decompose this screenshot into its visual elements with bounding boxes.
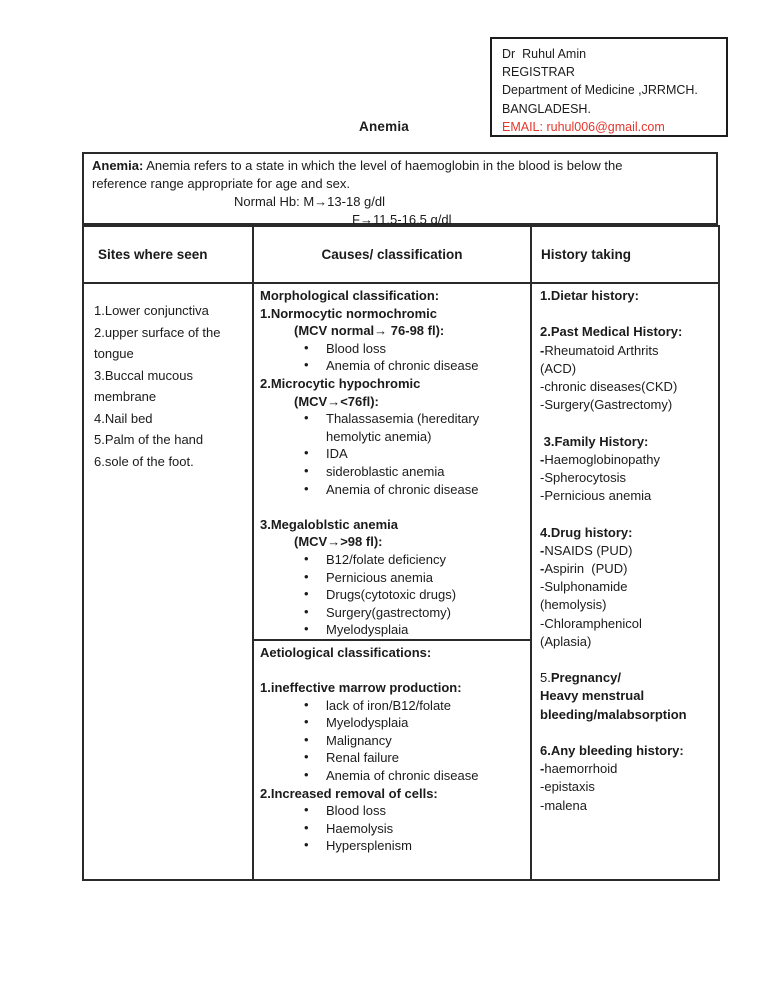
history-line xyxy=(540,469,714,487)
dash-prefix: - xyxy=(540,761,545,777)
dash-text: Aspirin (PUD) xyxy=(544,561,628,577)
history-line xyxy=(540,505,714,523)
causes-line xyxy=(260,767,524,785)
causes-line xyxy=(260,569,524,587)
causes-line xyxy=(260,732,524,750)
site-item: 5.Palm of the hand xyxy=(94,432,204,447)
definition-normal-hb-male: Normal Hb: M→13-18 g/dl xyxy=(234,194,385,209)
history-line xyxy=(540,451,714,469)
anemia-table xyxy=(82,225,720,881)
table-header-row xyxy=(83,226,719,283)
dash-prefix: - xyxy=(540,542,545,558)
col-header-sites: Sites where seen xyxy=(83,226,253,283)
bullet-icon: • xyxy=(304,568,309,584)
table-body-row-1 xyxy=(83,283,719,640)
bullet-icon: • xyxy=(304,696,309,712)
bullet-text: Pernicious anemia xyxy=(326,569,433,585)
dash-prefix: - xyxy=(540,797,545,813)
history-line xyxy=(540,651,714,669)
history-line: bleeding/malabsorption xyxy=(540,706,687,722)
causes-line: 1.ineffective marrow production: xyxy=(260,680,462,696)
causes-line xyxy=(260,410,524,445)
definition-normal-hb-female: F→11.5-16.5 g/dl xyxy=(352,212,452,227)
causes-morphological-cell xyxy=(253,283,531,640)
dash-prefix: - xyxy=(540,451,545,467)
bullet-icon: • xyxy=(304,731,309,747)
history-line xyxy=(540,342,714,360)
history-line xyxy=(540,542,714,560)
bullet-icon: • xyxy=(304,603,309,619)
bullet-text: Myelodysplaia xyxy=(326,622,409,638)
history-line: 1.Dietar history: xyxy=(540,288,639,303)
causes-line xyxy=(260,340,524,358)
dash-text: Surgery(Gastrectomy) xyxy=(544,397,673,413)
history-line: 4.Drug history: xyxy=(540,524,633,540)
causes-line xyxy=(260,551,524,569)
bullet-icon: • xyxy=(304,357,309,373)
bullet-icon: • xyxy=(304,586,309,602)
causes-line: (MCV normal→ 76-98 fl): xyxy=(294,323,445,339)
dash-text: epistaxis xyxy=(544,779,595,795)
history-line xyxy=(540,305,714,323)
history-line: (ACD) xyxy=(540,360,577,376)
bullet-text: Myelodysplaia xyxy=(326,715,409,731)
dash-text: Haemoglobinopathy xyxy=(544,451,660,467)
dash-text: Spherocytosis xyxy=(544,470,626,486)
history-line: 3.Family History: xyxy=(540,433,649,449)
bullet-text: Anemia of chronic disease xyxy=(326,358,479,374)
history-line: 2.Past Medical History: xyxy=(540,324,683,340)
bullet-icon: • xyxy=(304,621,309,637)
dash-prefix: - xyxy=(540,397,545,413)
causes-line xyxy=(260,697,524,715)
bullet-text: Thalassasemia (hereditary hemolytic anemia) xyxy=(326,411,483,444)
causes-line xyxy=(260,604,524,622)
definition-lead: Anemia: xyxy=(92,158,144,173)
causes-line xyxy=(260,621,524,639)
history-line xyxy=(540,578,714,596)
site-item: 6.sole of the foot. xyxy=(94,453,194,469)
causes-line xyxy=(260,357,524,375)
history-line xyxy=(540,797,714,815)
causes-line xyxy=(260,802,524,820)
history-line xyxy=(540,487,714,505)
history-line xyxy=(540,396,714,414)
bullet-icon: • xyxy=(304,767,309,783)
definition-line-1 xyxy=(92,157,708,175)
sites-cell xyxy=(83,283,253,880)
causes-line: 2.Increased removal of cells: xyxy=(260,785,438,801)
causes-line xyxy=(260,837,524,855)
contact-line: BANGLADESH. xyxy=(502,101,591,116)
bullet-icon: • xyxy=(304,714,309,730)
dash-text: haemorrhoid xyxy=(544,761,618,777)
bullet-text: lack of iron/B12/folate xyxy=(326,697,452,713)
bullet-text: Surgery(gastrectomy) xyxy=(326,604,451,620)
contact-line: EMAIL: ruhul006@gmail.com xyxy=(502,119,665,134)
contact-line: REGISTRAR xyxy=(502,65,575,80)
history-line xyxy=(540,615,714,633)
causes-line: Aetiological classifications: xyxy=(260,644,432,660)
bullet-text: Anemia of chronic disease xyxy=(326,768,479,784)
definition-box xyxy=(82,152,718,225)
definition-line-1-rest: Anemia refers to a state in which the level of haemoglobin in the blood is below the xyxy=(143,158,623,173)
causes-line xyxy=(260,661,524,679)
history-cell xyxy=(531,283,719,880)
bullet-text: Hypersplenism xyxy=(326,838,412,854)
bullet-icon: • xyxy=(304,749,309,765)
causes-line xyxy=(260,714,524,732)
page-title: Anemia xyxy=(359,119,409,134)
bullet-text: Blood loss xyxy=(326,340,386,356)
history-line: 6.Any bleeding history: xyxy=(540,743,684,759)
history-line xyxy=(540,778,714,796)
dash-text: Chloramphenicol xyxy=(544,615,642,631)
dash-text: NSAIDS (PUD) xyxy=(544,542,633,558)
causes-line: (MCV→>98 fl): xyxy=(294,534,383,550)
line-prefix: 5. xyxy=(540,670,551,686)
dash-prefix: - xyxy=(540,615,545,631)
bullet-icon: • xyxy=(304,550,309,566)
dash-prefix: - xyxy=(540,561,545,577)
causes-aetiological-cell xyxy=(253,640,531,880)
causes-line xyxy=(260,586,524,604)
dash-text: Pernicious anemia xyxy=(544,488,652,504)
causes-line: 2.Microcytic hypochromic xyxy=(260,375,421,391)
history-line xyxy=(540,560,714,578)
site-item: 4.Nail bed xyxy=(94,410,153,426)
causes-line: (MCV→<76fl): xyxy=(294,393,379,409)
history-line xyxy=(540,414,714,432)
dash-prefix: - xyxy=(540,470,545,486)
contact-line: Dr Ruhul Amin xyxy=(502,47,587,61)
dash-text: Sulphonamide xyxy=(544,579,628,595)
bullet-text: Drugs(cytotoxic drugs) xyxy=(326,587,457,603)
causes-line xyxy=(260,820,524,838)
dash-prefix: - xyxy=(540,488,545,504)
history-line xyxy=(540,669,714,687)
bullet-text: Haemolysis xyxy=(326,820,394,836)
history-line: Heavy menstrual xyxy=(540,688,645,704)
contact-line: Department of Medicine ,JRRMCH. xyxy=(502,83,698,98)
bullet-text: Blood loss xyxy=(326,803,386,819)
bullet-text: IDA xyxy=(326,446,348,462)
bullet-icon: • xyxy=(304,819,309,835)
causes-line xyxy=(260,463,524,481)
bullet-text: B12/folate deficiency xyxy=(326,551,446,567)
bullet-icon: • xyxy=(304,410,309,426)
bullet-icon: • xyxy=(304,480,309,496)
col-header-causes: Causes/ classification xyxy=(253,226,531,283)
dash-prefix: - xyxy=(540,779,545,795)
causes-line xyxy=(260,481,524,499)
bullet-text: Malignancy xyxy=(326,732,392,748)
causes-line xyxy=(260,445,524,463)
dash-prefix: - xyxy=(540,379,545,395)
history-line xyxy=(540,378,714,396)
definition-line-2: reference range appropriate for age and sex. xyxy=(92,176,351,191)
site-item: 1.Lower conjunctiva xyxy=(94,303,209,318)
site-item: 2.upper surface of the tongue xyxy=(94,324,225,361)
line-bold-text: Pregnancy/ xyxy=(550,670,621,686)
bullet-icon: • xyxy=(304,462,309,478)
bullet-text: Renal failure xyxy=(326,750,399,766)
dash-text: Rheumatoid Arthrits xyxy=(544,342,659,358)
bullet-icon: • xyxy=(304,837,309,853)
history-line: (hemolysis) xyxy=(540,597,607,613)
dash-prefix: - xyxy=(540,342,545,358)
causes-line xyxy=(260,498,524,516)
causes-line: 1.Normocytic normochromic xyxy=(260,305,437,321)
history-line xyxy=(540,760,714,778)
site-item: 3.Buccal mucous membrane xyxy=(94,367,197,404)
bullet-text: Anemia of chronic disease xyxy=(326,481,479,497)
causes-line: Morphological classification: xyxy=(260,288,440,303)
bullet-icon: • xyxy=(304,445,309,461)
history-line xyxy=(540,724,714,742)
history-line: (Aplasia) xyxy=(540,633,592,649)
col-header-history: History taking xyxy=(531,226,719,283)
causes-line: 3.Megaloblstic anemia xyxy=(260,516,398,532)
bullet-text: sideroblastic anemia xyxy=(326,463,445,479)
bullet-icon: • xyxy=(304,339,309,355)
dash-text: malena xyxy=(544,797,587,813)
dash-text: chronic diseases(CKD) xyxy=(544,379,678,395)
bullet-icon: • xyxy=(304,802,309,818)
causes-line xyxy=(260,749,524,767)
dash-prefix: - xyxy=(540,579,545,595)
